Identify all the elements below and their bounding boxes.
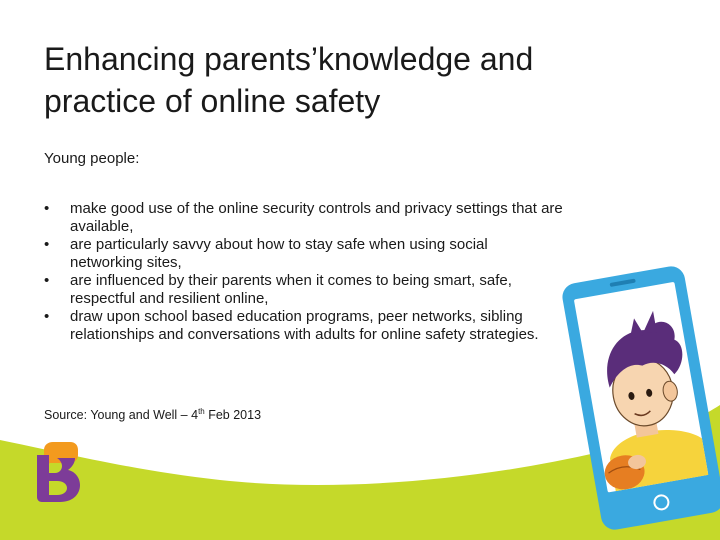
bullet-text: are particularly savvy about how to stay safe when using social networking sites,: [70, 236, 488, 271]
intro-text: Young people:: [44, 150, 140, 167]
source-sup: th: [198, 406, 205, 416]
bullet-dot: •: [44, 236, 50, 253]
bullet-text: make good use of the online security controls and privacy settings that are available,: [70, 200, 563, 235]
source-prefix: Source: Young and Well – 4: [44, 408, 199, 422]
bullet-text: draw upon school based education programs, peer networks, sibling relationships and conversations with adults for online safety strategies.: [70, 308, 539, 343]
bullet-text: are influenced by their parents when it comes to being smart, safe, respectful and resilient online,: [70, 272, 512, 307]
bullet-dot: •: [44, 308, 50, 325]
bullet-dot: •: [44, 200, 50, 217]
bullet-dot: •: [44, 272, 50, 289]
slide-title: Enhancing parents’knowledge and practice of online safety: [44, 41, 534, 119]
source-suffix: Feb 2013: [204, 408, 262, 422]
